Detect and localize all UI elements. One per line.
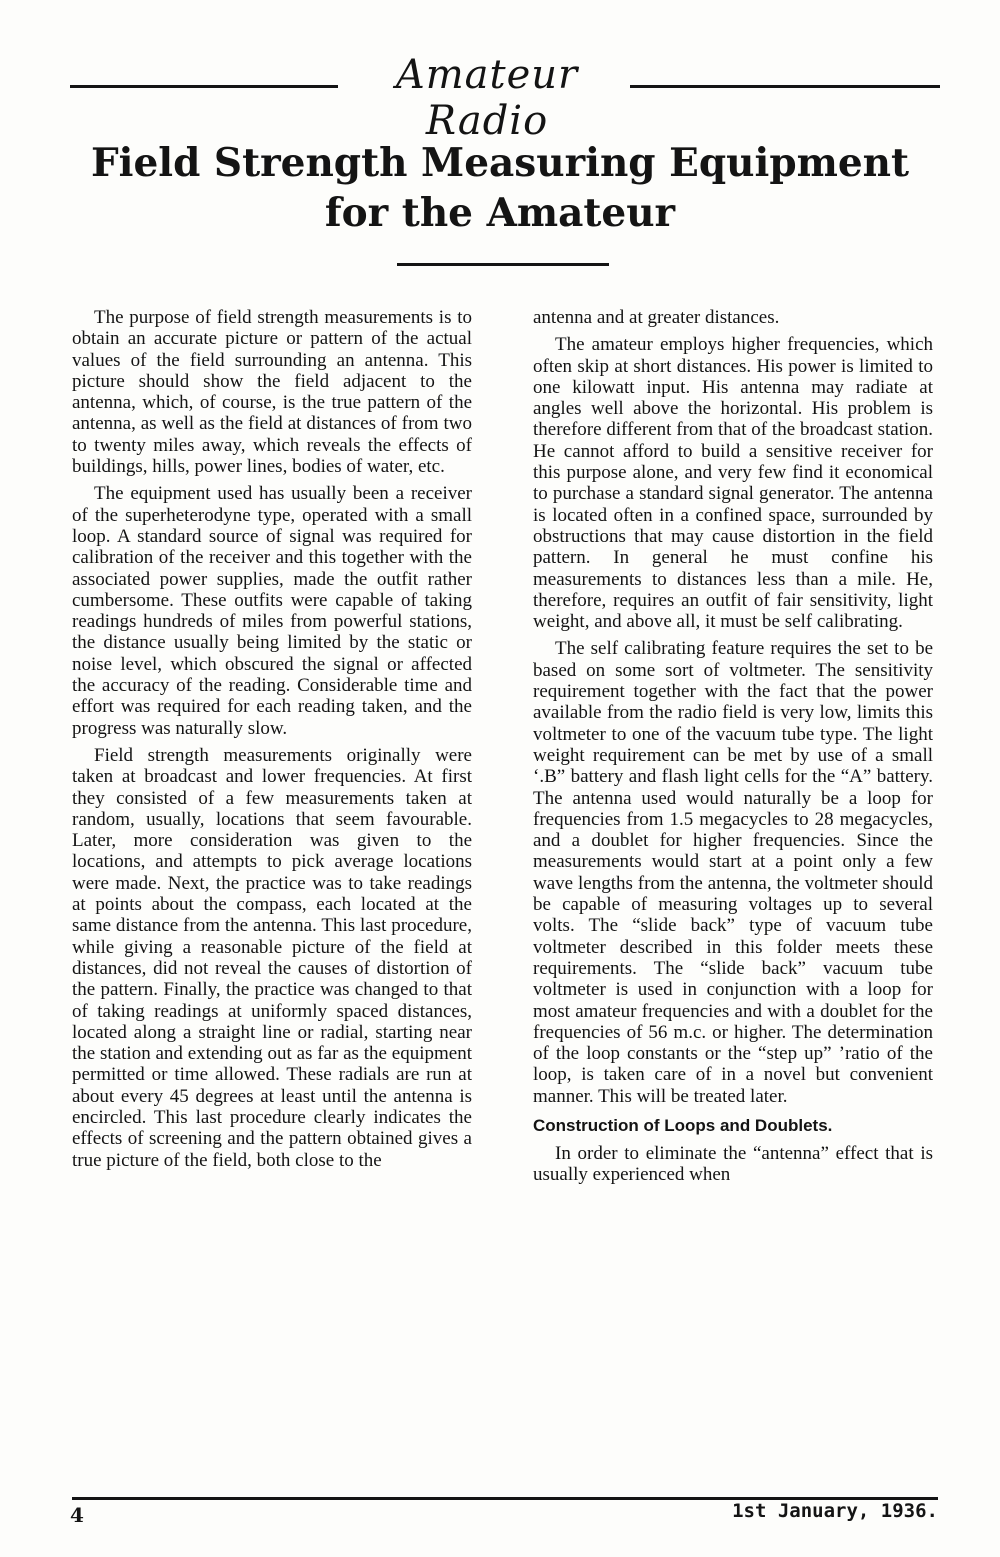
masthead-logo: Amateur Radio bbox=[395, 52, 579, 144]
paragraph: The purpose of field strength measurements is to obtain an accurate picture or pattern of the actual values of the field surrounding an antenna. This picture should show the field adjacent to the antenna, which, of course, is the true pattern of the antenna, as well as the field at distances of from two to twenty miles away, which reveals the effects of buildings, hills, power lines, bodies of water, etc. bbox=[72, 307, 472, 478]
paragraph-continuation: antenna and at greater distances. bbox=[533, 307, 780, 328]
title-divider bbox=[397, 263, 609, 266]
paragraph: In order to eliminate the “antenna” effect that is usually experienced when bbox=[533, 1142, 933, 1186]
page-number: 4 bbox=[70, 1503, 84, 1527]
masthead-rule-left bbox=[70, 85, 338, 88]
article-title-line1: Field Strength Measuring Equipment bbox=[90, 140, 910, 186]
article-title-line2: for the Amateur bbox=[324, 190, 676, 236]
masthead-rule-right bbox=[630, 85, 940, 88]
paragraph: The self calibrating feature requires the set to be based on some sort of voltmeter. The sensitivity requirement together with the fact that the power available from the radio field is very low, limits this voltmeter to one of the vacuum tube type. The light weight requirement can be met by use of a small ‘.B” battery and flash light cells for the “A” battery. The antenna used would naturally be a loop for frequencies from 1.5 megacycles to 28 megacycles, and a doublet for higher frequencies. Since the measurements would start at a point only a few wave lengths from the antenna, the voltmeter should be capable of measuring voltages up to several volts. The “slide back” type of vacuum tube voltmeter described in this folder meets these requirements. The “slide back” vacuum tube voltmeter is used in conjunction with a loop for most amateur frequencies and with a doublet for the frequencies of 56 m.c. or higher. The determination of the loop constants or the “step up” ’ratio of the loop, is taken care of in a novel but convenient manner. This will be treated later. bbox=[533, 638, 933, 1107]
paragraph: Field strength measurements originally were taken at broadcast and lower frequencies. At first they consisted of a few measurements taken at random, usually, locations that seem favourable. Later, more consideration was given to the locations, and attempts to pick average locations were made. Next, the practice was to take readings at points about the compass, each located at the same distance from the antenna. This last procedure, while giving a reasonable picture of the field at distances, did not reveal the causes of distortion of the pattern. Finally, the practice was changed to that of taking readings at uniformly spaced distances, located along a straight line or radial, starting near the station and extending out as far as the equipment permitted or time allowed. These radials are run at about every 45 degrees at least until the antenna is encircled. This last procedure clearly indicates the effects of screening and the pattern obtained gives a true picture of the field, both close to the bbox=[72, 744, 472, 1171]
left-column bbox=[72, 307, 472, 1177]
masthead bbox=[70, 52, 940, 144]
paragraph: The equipment used has usually been a receiver of the superheterodyne type, operated with a small loop. A standard source of signal was required for calibration of the receiver and this together with the associated power supplies, made the outfit rather cumbersome. These outfits were capable of taking readings hundreds of miles from powerful stations, the distance usually being limited by the static or noise level, which obscured the signal or affected the accuracy of the reading. Considerable time and effort was required for each reading taken, and the progress was naturally slow. bbox=[72, 483, 472, 739]
right-column bbox=[533, 307, 933, 1192]
paragraph: The amateur employs higher frequencies, which often skip at short distances. His power is limited to one kilowatt input. His antenna may radiate at angles well above the horizontal. His problem is therefore different from that of the broadcast station. He cannot afford to build a sensitive receiver for this purpose alone, and very few find it economical to purchase a standard signal generator. The antenna is located often in a confined space, surrounded by obstructions that may cause distortion in the field pattern. In general he must confine his measurements to distances less than a mile. He, therefore, requires an outfit of fair sensitivity, light weight, and above all, it must be self calibrating. bbox=[533, 334, 933, 633]
issue-date: 1st January, 1936. bbox=[732, 1500, 938, 1522]
section-subheading: Construction of Loops and Doublets. bbox=[533, 1115, 833, 1135]
article-title bbox=[60, 138, 940, 238]
